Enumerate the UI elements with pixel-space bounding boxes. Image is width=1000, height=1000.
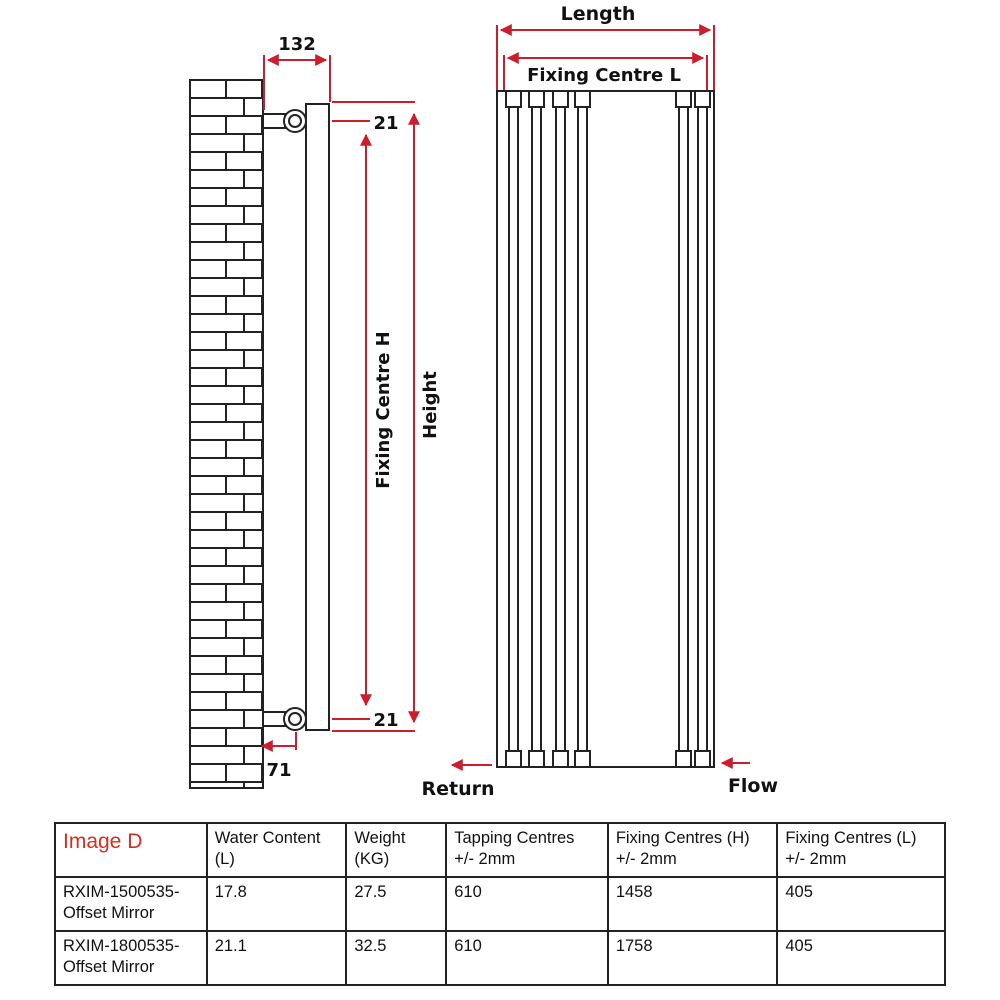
fixing-centres-h-cell: 1458 bbox=[608, 877, 778, 931]
tapping-centres-cell: 610 bbox=[446, 931, 608, 985]
radiator-side-view bbox=[263, 104, 329, 730]
water-content-cell: 21.1 bbox=[207, 931, 347, 985]
image-label: Image D bbox=[55, 823, 207, 877]
fixing-centres-l-cell: 405 bbox=[777, 877, 945, 931]
radiator-side-panel bbox=[306, 104, 329, 730]
fixing-centres-l-cell: 405 bbox=[777, 931, 945, 985]
radiator-column bbox=[506, 91, 521, 767]
return-label: Return bbox=[421, 778, 495, 800]
radiator-column bbox=[575, 91, 590, 767]
model-cell: RXIM-1800535- Offset Mirror bbox=[55, 931, 207, 985]
flow-label: Flow bbox=[727, 775, 779, 797]
radiator-column bbox=[529, 91, 544, 767]
tapping-centres-cell: 610 bbox=[446, 877, 608, 931]
radiator-column bbox=[676, 91, 691, 767]
wall-offset-label: 71 bbox=[266, 760, 292, 781]
table-row bbox=[55, 931, 945, 985]
fixing-centres-h-cell: 1758 bbox=[608, 931, 778, 985]
weight-cell: 27.5 bbox=[346, 877, 446, 931]
header-water-content: Water Content (L) bbox=[207, 823, 347, 877]
length-label: Length bbox=[560, 3, 636, 25]
header-fixing-centres-l: Fixing Centres (L) +/- 2mm bbox=[777, 823, 945, 877]
top-gap-label: 21 bbox=[373, 113, 399, 134]
weight-cell: 32.5 bbox=[346, 931, 446, 985]
bottom-bracket bbox=[263, 712, 285, 726]
radiator-column bbox=[553, 91, 568, 767]
table-row bbox=[55, 877, 945, 931]
brick-wall bbox=[190, 80, 263, 788]
specification-table bbox=[54, 822, 946, 986]
model-cell: RXIM-1500535- Offset Mirror bbox=[55, 877, 207, 931]
top-offset-label: 132 bbox=[278, 34, 316, 55]
fixing-centre-l-label: Fixing Centre L bbox=[527, 65, 681, 86]
header-fixing-centres-h: Fixing Centres (H) +/- 2mm bbox=[608, 823, 778, 877]
top-bracket bbox=[263, 114, 285, 128]
height-label: Height bbox=[420, 371, 441, 439]
header-weight: Weight (KG) bbox=[346, 823, 446, 877]
bottom-gap-label: 21 bbox=[373, 710, 399, 731]
table-header-row bbox=[55, 823, 945, 877]
fixing-centre-h-label: Fixing Centre H bbox=[373, 331, 394, 489]
radiator-column bbox=[695, 91, 710, 767]
header-tapping-centres: Tapping Centres +/- 2mm bbox=[446, 823, 608, 877]
water-content-cell: 17.8 bbox=[207, 877, 347, 931]
